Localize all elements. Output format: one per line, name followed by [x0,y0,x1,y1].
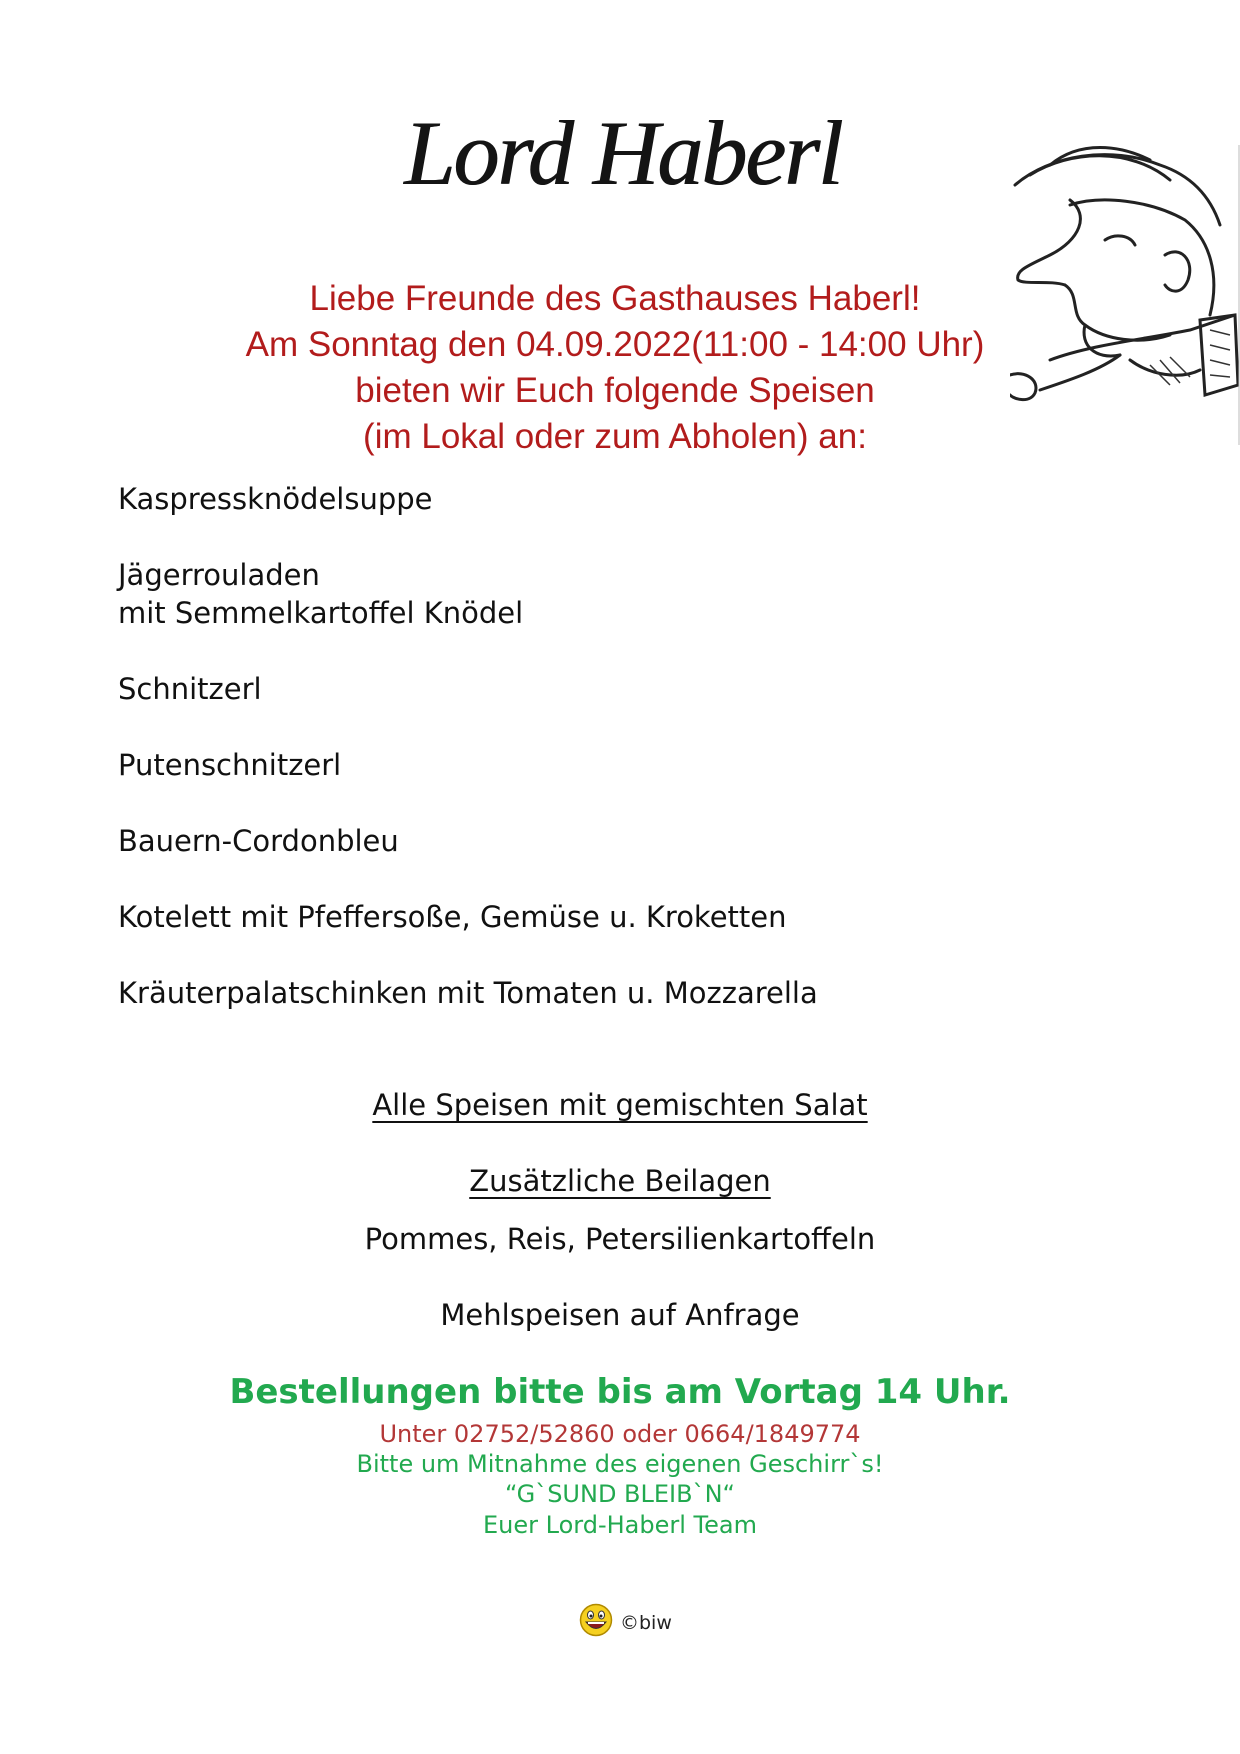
slogan: “G`SUND BLEIB`N“ [505,1480,735,1508]
caricature-illustration [1010,145,1240,445]
signature: Euer Lord-Haberl Team [483,1511,757,1539]
greeting-line: Am Sonntag den 04.09.2022(11:00 - 14:00 Uhr) [245,325,985,364]
menu-item: Putenschnitzerl [118,748,342,782]
copyright-text: ©biw [620,1612,672,1634]
salad-note: Alle Speisen mit gemischten Salat [372,1088,868,1122]
menu-item: Bauern-Cordonbleu [118,824,399,858]
logo-wordmark: Lord Haberl [404,102,842,204]
menu-item: Kotelett mit Pfeffersoße, Gemüse u. Kroketten [118,900,787,934]
desserts-note: Mehlspeisen auf Anfrage [440,1298,800,1332]
menu-item: Kräuterpalatschinken mit Tomaten u. Mozzarella [118,976,818,1010]
menu-item: Kaspressknödelsuppe [118,482,433,516]
menu-item: Schnitzerl [118,672,262,706]
greeting-line: Liebe Freunde des Gasthauses Haberl! [309,279,921,318]
menu-item: Jägerrouladen mit Semmelkartoffel Knödel [118,558,524,630]
greeting-block [190,276,1040,460]
sides-list: Pommes, Reis, Petersilienkartoffeln [364,1222,876,1256]
smiley-icon [579,1603,613,1637]
menu-list [118,480,1118,1050]
order-deadline: Bestellungen bitte bis am Vortag 14 Uhr. [229,1372,1011,1412]
greeting-line: (im Lokal oder zum Abholen) an: [363,417,867,456]
phone-numbers: Unter 02752/52860 oder 0664/1849774 [379,1420,861,1448]
dishes-note: Bitte um Mitnahme des eigenen Geschirr`s! [356,1450,884,1478]
greeting-line: bieten wir Euch folgende Speisen [355,371,875,410]
sides-heading: Zusätzliche Beilagen [469,1164,771,1198]
